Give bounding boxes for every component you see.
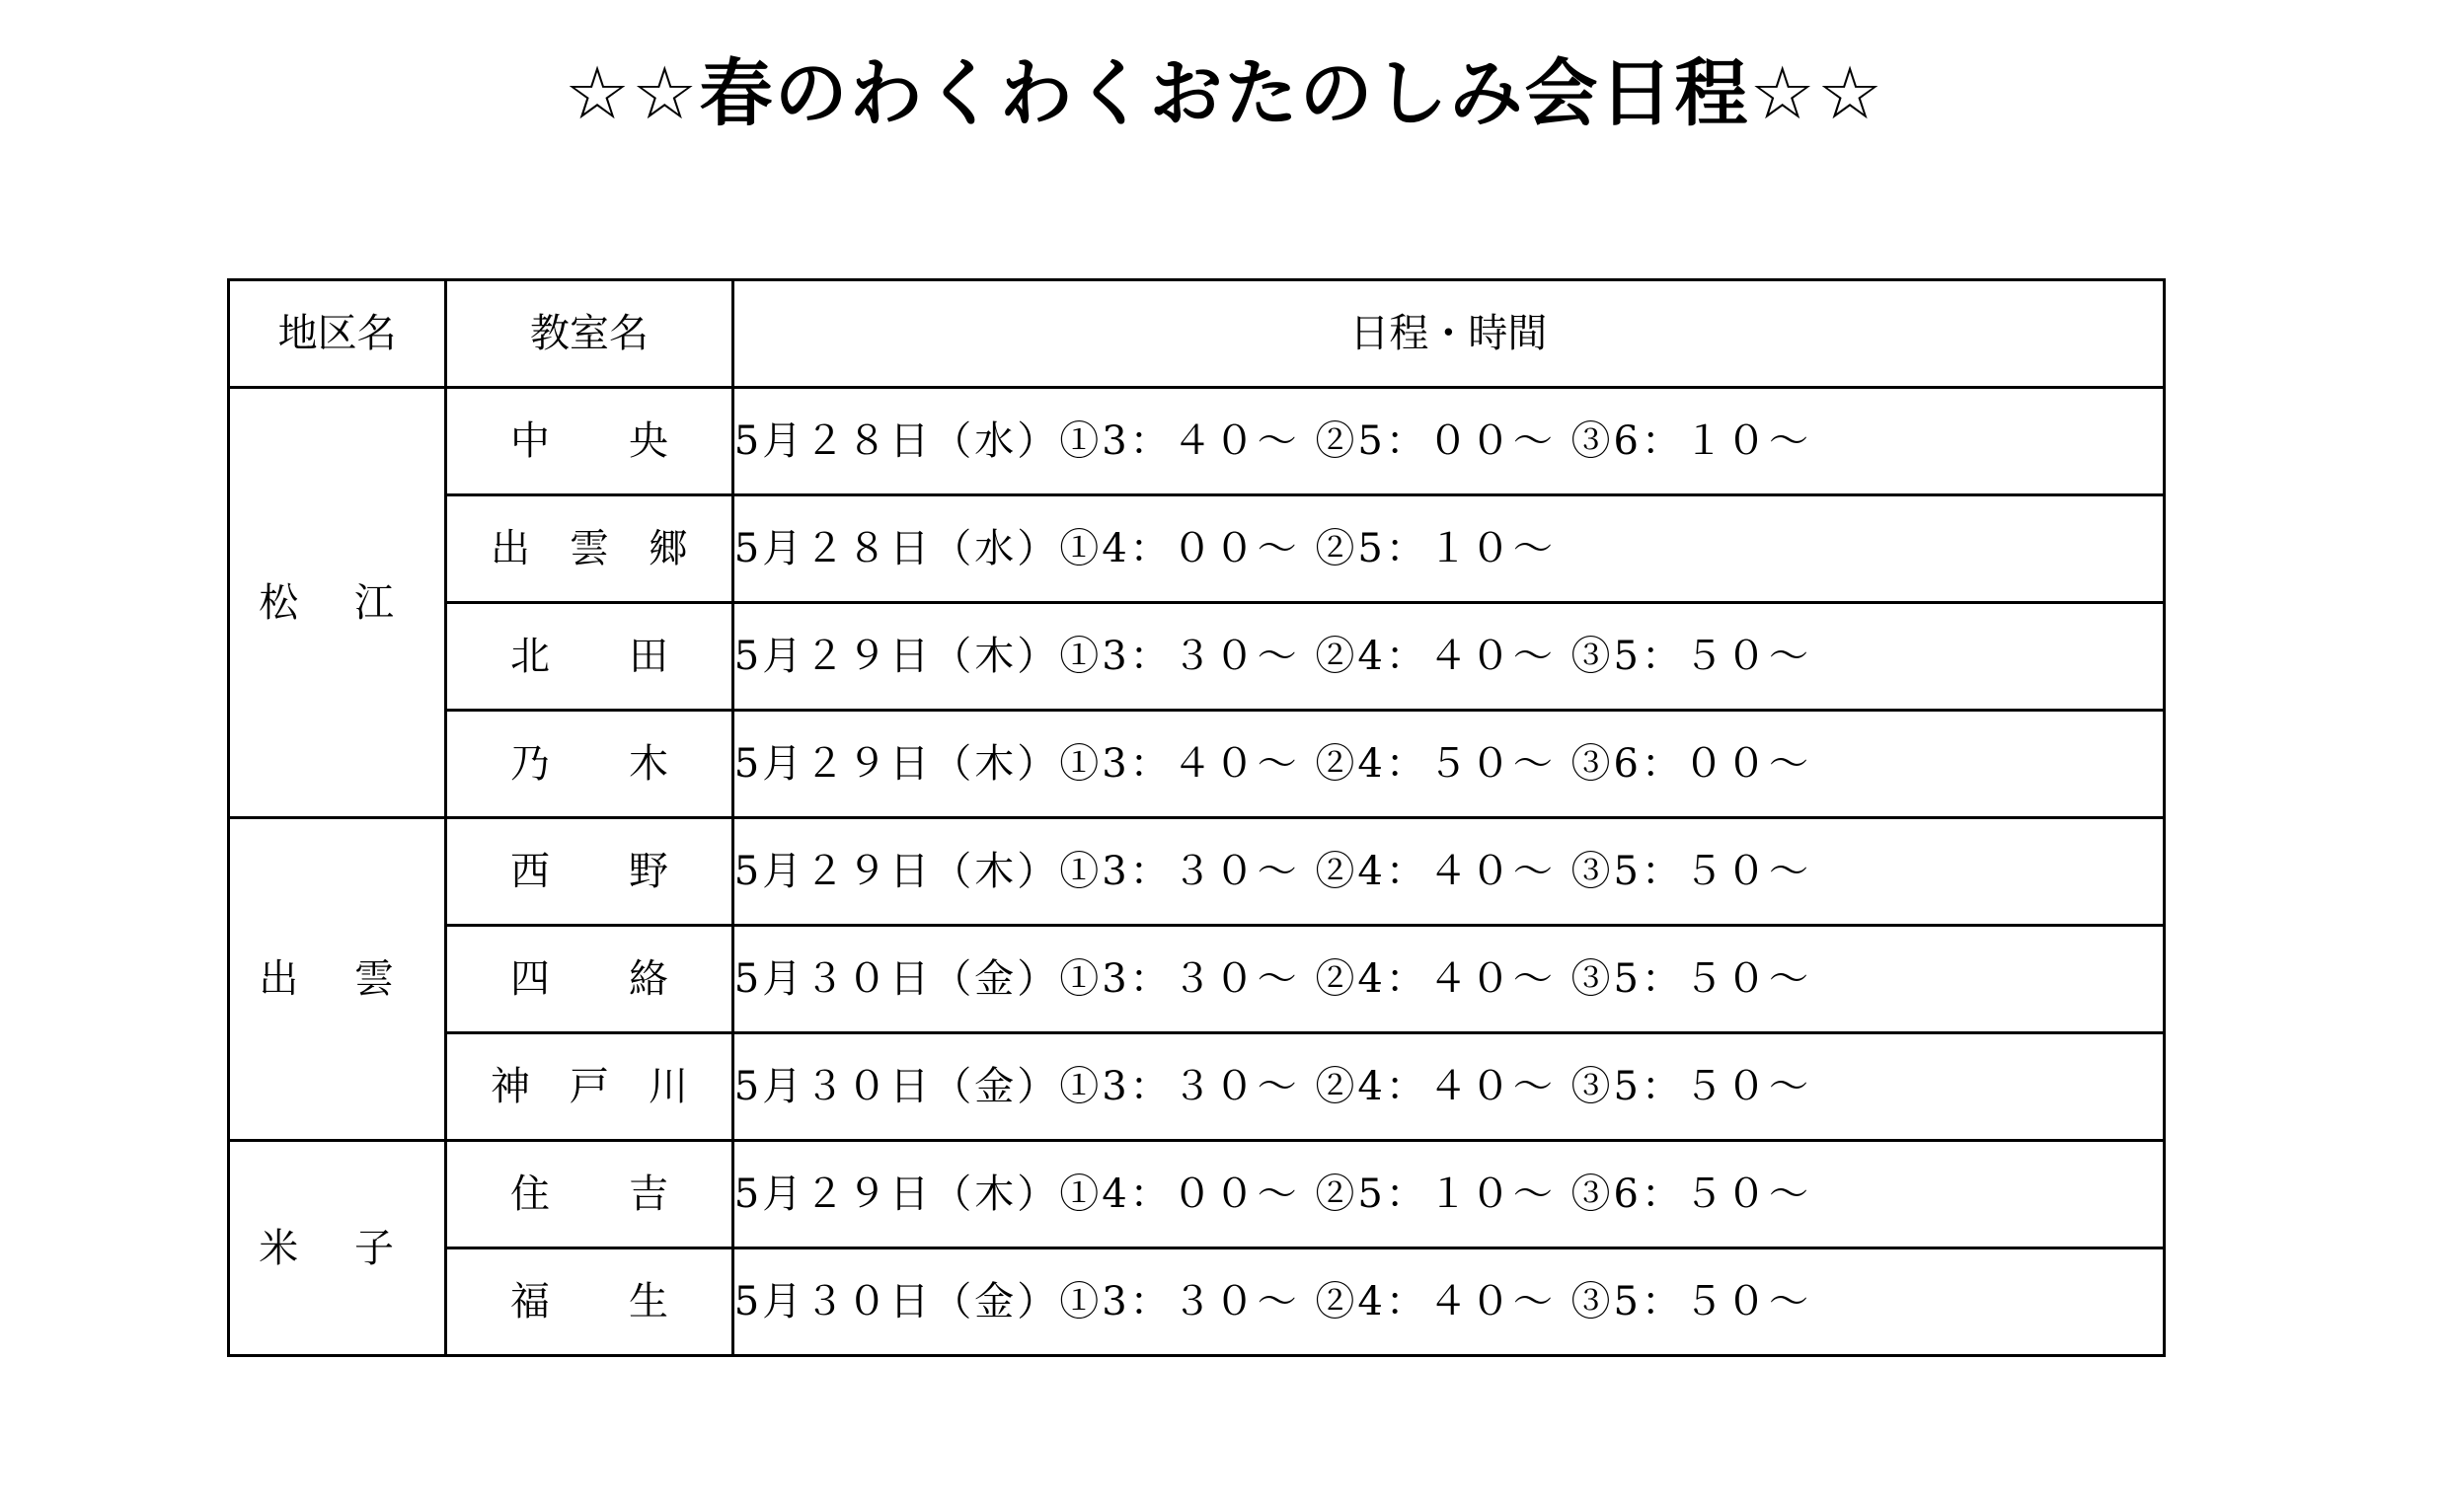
header-classroom: 教室名 [446,280,732,388]
table-row [229,388,2165,495]
table-header-row [229,280,2165,388]
classroom-cell: 四 絡 [446,926,732,1033]
schedule-cell: 5月３０日（金）①3：３０～ ②4：４０～ ③5：５０～ [732,926,2164,1033]
classroom-cell: 神 戸 川 [446,1033,732,1141]
schedule-cell: 5月３０日（金）①3：３０～ ②4：４０～ ③5：５０～ [732,1248,2164,1356]
table-row [229,1141,2165,1248]
schedule-cell: 5月２８日（水）①4：００～ ②5：１０～ [732,495,2164,603]
classroom-cell: 出 雲 郷 [446,495,732,603]
table-row [229,926,2165,1033]
schedule-cell: 5月２９日（木）①3：３０～ ②4：４０～ ③5：５０～ [732,603,2164,711]
area-cell: 米 子 [229,1141,446,1356]
classroom-cell: 福 生 [446,1248,732,1356]
table-row [229,603,2165,711]
schedule-cell: 5月２８日（水）①3：４０～ ②5：００～ ③6：１０～ [732,388,2164,495]
schedule-table [227,278,2166,1357]
schedule-cell: 5月３０日（金）①3：３０～ ②4：４０～ ③5：５０～ [732,1033,2164,1141]
table-row [229,711,2165,818]
classroom-cell: 住 吉 [446,1141,732,1248]
classroom-cell: 中 央 [446,388,732,495]
schedule-cell: 5月２９日（木）①3：４０～ ②4：５０～ ③6：００～ [732,711,2164,818]
classroom-cell: 北 田 [446,603,732,711]
page-title: ☆☆春のわくわくおたのしみ会日程☆☆ [564,51,1885,136]
table-row [229,1033,2165,1141]
header-schedule: 日程・時間 [732,280,2164,388]
schedule-cell: 5月２９日（木）①3：３０～ ②4：４０～ ③5：５０～ [732,818,2164,926]
table-row [229,818,2165,926]
header-area: 地区名 [229,280,446,388]
schedule-cell: 5月２９日（木）①4：００～ ②5：１０～ ③6：５０～ [732,1141,2164,1248]
area-cell: 松 江 [229,388,446,818]
classroom-cell: 西 野 [446,818,732,926]
classroom-cell: 乃 木 [446,711,732,818]
table-row [229,495,2165,603]
area-cell: 出 雲 [229,818,446,1141]
table-row [229,1248,2165,1356]
